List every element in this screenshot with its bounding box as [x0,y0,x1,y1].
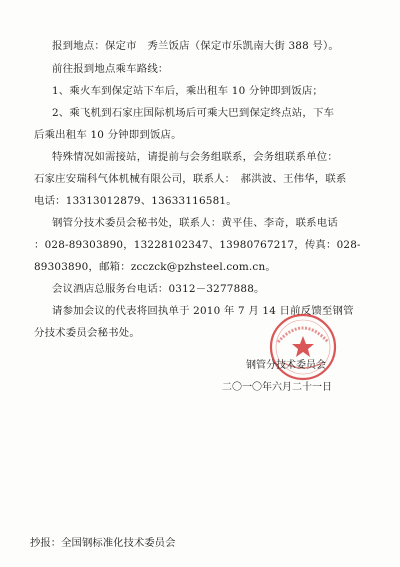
reply-deadline-line: 请参加会议的代表将回执单于 2010 年 7 月 14 日前反馈至钢管 [52,305,354,317]
train-route-line: 1、乘火车到保定站下车后，乘出租车 10 分钟即到饭店； [52,85,324,97]
hotel-phone-line: 会议酒店总服务台电话：0312－3277888。 [52,283,265,295]
pickup-phone-line: 电话：13313012879、13633116581。 [34,195,237,207]
signature-org: 钢管分技术委员会 [246,360,326,371]
flight-route-line-cont: 后乘出租车 10 分钟即到饭店。 [34,129,182,141]
route-heading-line: 前往报到地点乘车路线： [52,63,169,75]
secretariat-contact-line: 钢管分技术委员会秘书处，联系人：黄平佳、李奇，联系电话 [52,217,338,229]
secretariat-email-line: 89303890，邮箱：zcczck@pzhsteel.com.cn。 [34,261,276,273]
cc-line: 抄报：全国钢标准化技术委员会 [30,537,176,549]
report-location-line: 报到地点：保定市 秀兰饭店（保定市乐凯南大街 388 号）。 [52,40,340,52]
signature-date: 二〇一〇年六月二十一日 [222,382,332,393]
pickup-note-line: 特殊情况如需接站，请提前与会务组联系，会务组联系单位： [52,151,338,163]
pickup-contact-line: 石家庄安瑞科气体机械有限公司，联系人： 郝洪波、王伟华，联系 [34,173,347,185]
flight-route-line: 2、乘飞机到石家庄国际机场后可乘大巴到保定终点站，下车 [52,107,335,119]
reply-deadline-line-cont: 分技术委员会秘书处。 [34,327,140,339]
secretariat-phone-line: ：028-89303890，13228102347、13980767217，传真：028- [34,239,361,251]
